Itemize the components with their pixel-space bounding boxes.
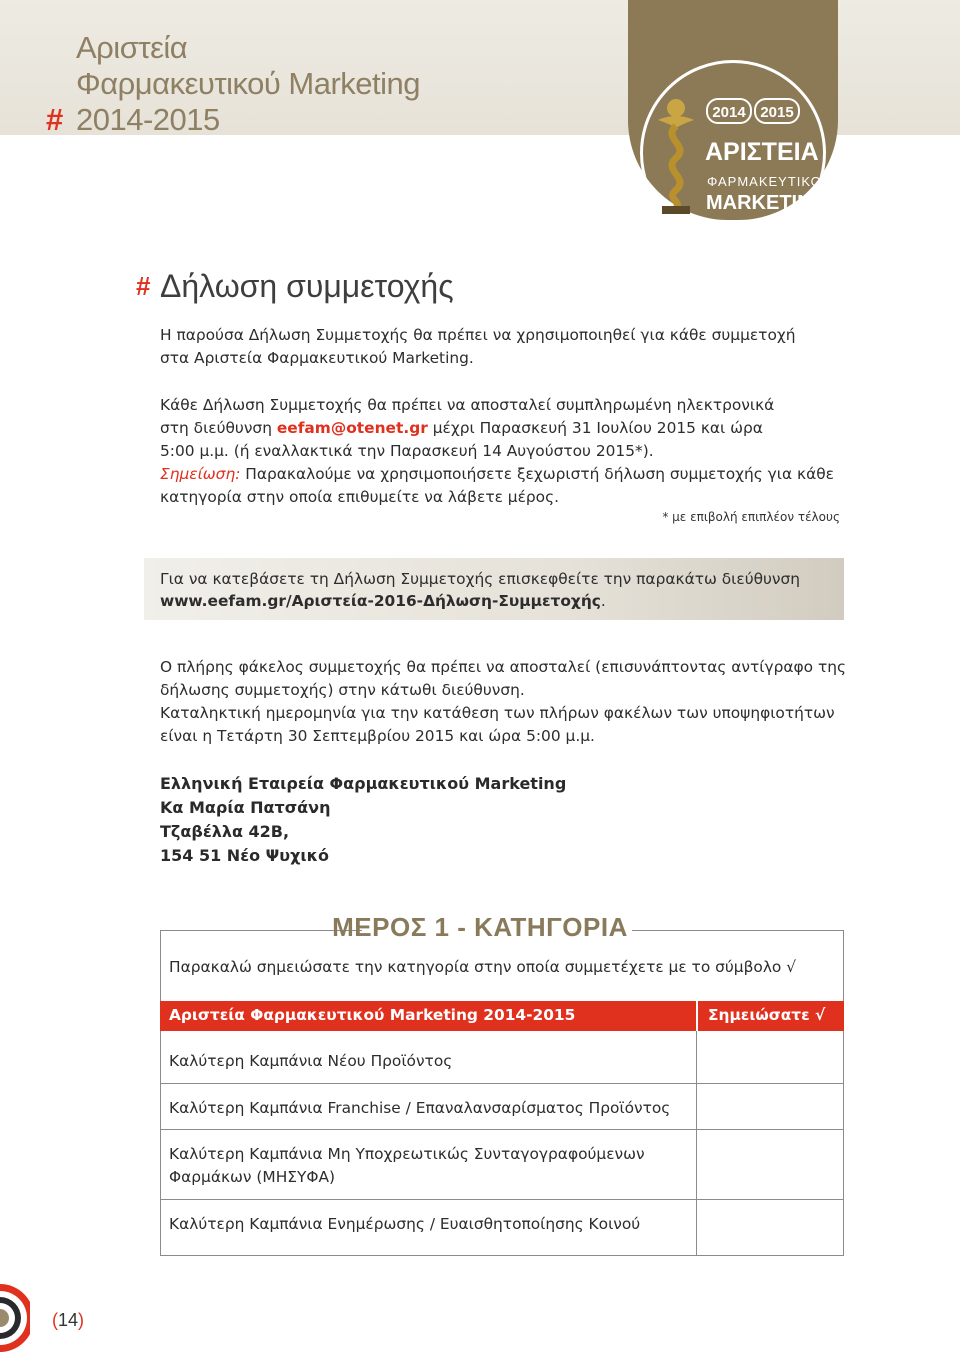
note-text: Παρακαλούμε να χρησιμοποιήσετε ξεχωριστή δήλωση συμμετοχής για κάθε <box>240 465 834 483</box>
target-graphic <box>0 1278 30 1358</box>
header-separator <box>696 1001 698 1031</box>
page-number <box>52 1310 84 1331</box>
intro-paragraph-1 <box>160 324 796 370</box>
trophy-icon <box>652 98 700 218</box>
category-row-2[interactable] <box>160 1084 844 1130</box>
note-line2: κατηγορία στην οποία επιθυμείτε να λάβετε μέρος. <box>160 488 560 506</box>
section-title: Δήλωση συμμετοχής <box>160 268 454 304</box>
logo-marketing: MARKETING <box>706 192 828 214</box>
logo-year-2: 2015 <box>754 98 800 124</box>
note-label: Σημείωση: <box>160 465 241 483</box>
intro-p2-line1: Κάθε Δήλωση Συμμετοχής θα πρέπει να αποσταλεί συμπληρωμένη ηλεκτρονικά <box>160 396 775 414</box>
category-row-4[interactable] <box>160 1200 844 1256</box>
table-header-mark: Σημειώσατε √ <box>708 1006 826 1024</box>
category-row-1[interactable] <box>160 1031 844 1084</box>
intro-p2-deadline: μέχρι Παρασκευή 31 Ιουλίου 2015 και ώρα <box>427 419 763 437</box>
address-line3: Τζαβέλλα 42Β, <box>160 822 290 841</box>
logo-subtitle: ΦΑΡΜΑΚΕΥΤΙΚΟΥ <box>707 174 832 189</box>
logo-year-1: 2014 <box>706 98 752 124</box>
note-line1 <box>160 463 834 486</box>
address-line1: Ελληνική Εταιρεία Φαρμακευτικού Marketing <box>160 774 567 793</box>
table-header-title: Αριστεία Φαρμακευτικού Marketing 2014-2015 <box>169 1006 576 1024</box>
download-box <box>144 558 844 620</box>
page-number-value: 14 <box>58 1310 79 1330</box>
address-line2: Κα Μαρία Πατσάνη <box>160 798 331 817</box>
intro-p1-line1: Η παρούσα Δήλωση Συμμετοχής θα πρέπει να χρησιμοποιηθεί για κάθε συμμετοχή <box>160 326 796 344</box>
row-divider <box>696 1084 697 1130</box>
section-hash: # <box>136 271 151 301</box>
postal-address <box>160 772 566 868</box>
intro-paragraph-2 <box>160 394 834 509</box>
intro-p2-line2 <box>160 417 834 440</box>
category-instruction: Παρακαλώ σημειώσατε την κατηγορία στην οποία συμμετέχετε με το σύμβολο √ <box>169 958 797 976</box>
category-label-3-line2: Φαρμάκων (ΜΗΣΥΦΑ) <box>169 1168 336 1186</box>
intro-p2-text: στη διεύθυνση <box>160 419 277 437</box>
header-line2: Φαρμακευτικού Marketing <box>76 66 421 101</box>
page-paren-open: ( <box>52 1310 58 1330</box>
submission-line2: δήλωσης συμμετοχής) στην κάτωθι διεύθυνση. <box>160 681 525 699</box>
intro-p1-line2: στα Αριστεία Φαρμακευτικού Marketing. <box>160 349 474 367</box>
header-line1: Αριστεία <box>76 30 188 65</box>
category-table-header <box>160 1001 844 1031</box>
logo-title: ΑΡΙΣΤΕΙΑ <box>705 138 819 166</box>
download-text: Για να κατεβάσετε τη Δήλωση Συμμετοχής επισκεφθείτε την παρακάτω διεύθυνση <box>160 570 801 588</box>
fee-footnote: * με επιβολή επιπλέον τέλους <box>662 510 840 524</box>
category-label-3 <box>169 1143 645 1189</box>
submission-line1: Ο πλήρης φάκελος συμμετοχής θα πρέπει να αποσταλεί (επισυνάπτοντας αντίγραφο της <box>160 658 847 676</box>
row-divider <box>696 1200 697 1255</box>
submission-paragraph <box>160 656 846 748</box>
section-heading <box>136 268 454 305</box>
header-years: 2014-2015 <box>76 102 220 137</box>
header-title <box>46 30 421 138</box>
part1-title: ΜΕΡΟΣ 1 - ΚΑΤΗΓΟΡΙΑ <box>332 912 628 942</box>
download-url[interactable]: www.eefam.gr/Αριστεία-2016-Δήλωση-Συμμετοχής <box>160 592 601 610</box>
category-row-3[interactable] <box>160 1130 844 1200</box>
page-paren-close: ) <box>78 1310 85 1330</box>
intro-p2-line3: 5:00 μ.μ. (ή εναλλακτικά την Παρασκευή 14 Αυγούστου 2015*). <box>160 442 654 460</box>
category-label-1: Καλύτερη Καμπάνια Νέου Προϊόντος <box>169 1052 453 1070</box>
email-link[interactable]: eefam@otenet.gr <box>276 419 428 437</box>
row-divider <box>696 1031 697 1084</box>
submission-line4: είναι η Τετάρτη 30 Σεπτεμβρίου 2015 και ώρα 5:00 μ.μ. <box>160 727 595 745</box>
header-hash: # <box>46 102 63 137</box>
download-dot: . <box>600 592 606 610</box>
category-label-4: Καλύτερη Καμπάνια Ενημέρωσης / Ευαισθητοποίησης Κοινού <box>169 1215 641 1233</box>
row-divider <box>696 1130 697 1200</box>
address-line4: 154 51 Νέο Ψυχικό <box>160 846 329 865</box>
submission-line3: Καταληκτική ημερομηνία για την κατάθεση των πλήρων φακέλων των υποψηφιοτήτων <box>160 704 835 722</box>
category-label-3-line1: Καλύτερη Καμπάνια Μη Υποχρεωτικώς Συνταγογραφούμενων <box>169 1145 645 1163</box>
category-label-2: Καλύτερη Καμπάνια Franchise / Επαναλανσαρίσματος Προϊόντος <box>169 1099 671 1117</box>
